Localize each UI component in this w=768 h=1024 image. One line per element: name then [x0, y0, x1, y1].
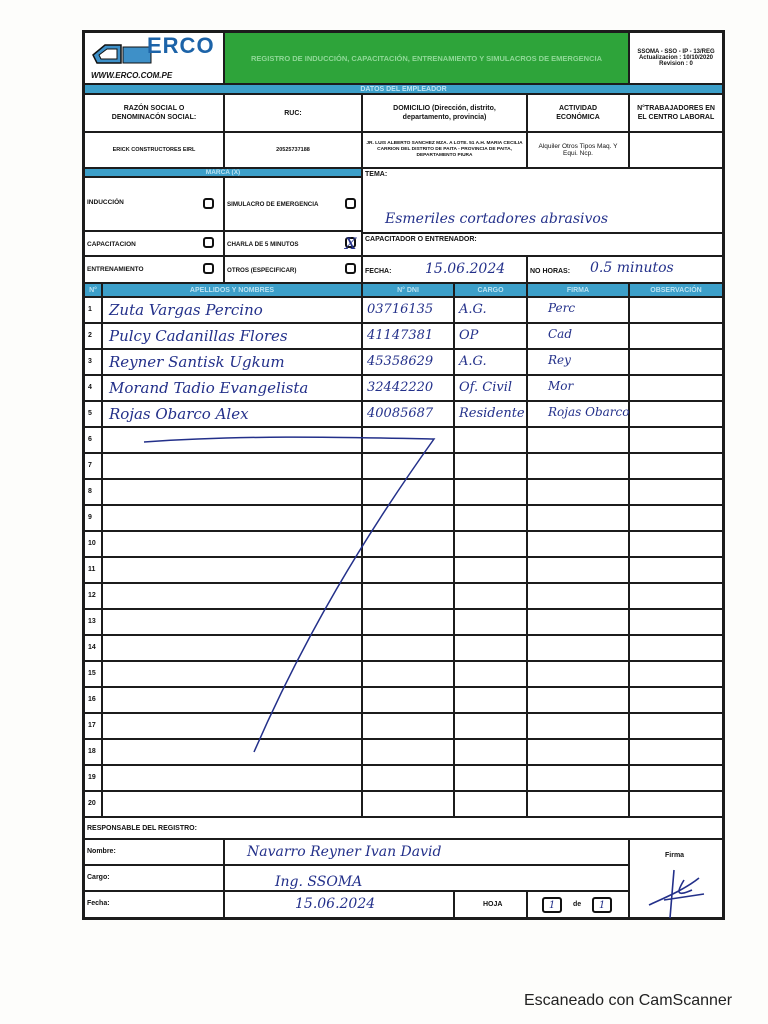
resp-nombre-value: Navarro Reyner Ivan David	[247, 844, 442, 860]
col-header-n: N°	[84, 283, 102, 297]
label-trabajadores: N°TRABAJADORES EN EL CENTRO LABORAL	[629, 94, 723, 132]
row-number: 20	[88, 800, 96, 807]
employer-section-title: DATOS DEL EMPLEADOR	[84, 84, 723, 94]
value-razon: ERICK CONSTRUCTORES EIRL	[84, 132, 224, 168]
row-number: 4	[88, 384, 92, 391]
row-name-cell	[102, 791, 362, 817]
marca-cell-otros	[224, 256, 362, 283]
row-number-cell	[84, 765, 102, 791]
fecha-value: 15.06.2024	[425, 261, 506, 277]
col-header-cargo: CARGO	[454, 283, 527, 297]
row-observation-cell	[629, 687, 723, 713]
row-signature-cell	[527, 479, 629, 505]
row-cargo-cell	[454, 427, 527, 453]
row-cargo-cell	[454, 323, 527, 349]
row-number-cell	[84, 687, 102, 713]
row-signature-cell	[527, 557, 629, 583]
row-number: 3	[88, 358, 92, 365]
row-name: Morand Tadio Evangelista	[109, 379, 309, 397]
row-number-cell	[84, 453, 102, 479]
resp-nombre-label-cell	[84, 839, 224, 865]
row-name-cell	[102, 323, 362, 349]
row-number: 15	[88, 670, 96, 677]
row-signature-cell	[527, 583, 629, 609]
label-razon: RAZÓN SOCIAL O DENOMINACÓN SOCIAL:	[84, 94, 224, 132]
row-observation-cell	[629, 557, 723, 583]
row-cargo-cell	[454, 505, 527, 531]
row-name-cell	[102, 349, 362, 375]
row-number: 19	[88, 774, 96, 781]
table-row	[84, 323, 723, 349]
row-cargo-cell	[454, 453, 527, 479]
hoja-total-box	[592, 897, 612, 913]
row-number: 6	[88, 436, 92, 443]
row-cargo-cell	[454, 739, 527, 765]
resp-nombre-label: Nombre:	[87, 848, 116, 855]
row-number: 7	[88, 462, 92, 469]
row-number-cell	[84, 531, 102, 557]
row-dni: 45358629	[367, 354, 434, 369]
row-signature-cell	[527, 765, 629, 791]
row-cargo-cell	[454, 401, 527, 427]
row-name-cell	[102, 401, 362, 427]
row-observation-cell	[629, 401, 723, 427]
row-signature-cell	[527, 739, 629, 765]
resp-fecha-label: Fecha:	[87, 900, 110, 907]
row-observation-cell	[629, 375, 723, 401]
row-name-cell	[102, 297, 362, 323]
resp-firma-cell	[629, 839, 723, 918]
hoja-label: HOJA	[483, 901, 503, 908]
row-observation-cell	[629, 609, 723, 635]
resp-nombre-value-cell	[224, 839, 629, 865]
row-signature-cell	[527, 505, 629, 531]
row-dni: 40085687	[367, 406, 434, 421]
marca-cell-entrenamiento	[84, 256, 224, 283]
row-dni-cell	[362, 349, 454, 375]
logo-website: WWW.ERCO.COM.PE	[91, 71, 173, 80]
capacitador-label: CAPACITADOR O ENTRENADOR:	[365, 236, 477, 243]
tema-label: TEMA:	[365, 171, 388, 178]
resp-cargo-label: Cargo:	[87, 874, 110, 881]
row-signature: Rojas Obarco	[548, 405, 630, 419]
row-observation-cell	[629, 453, 723, 479]
row-number-cell	[84, 557, 102, 583]
row-dni-cell	[362, 297, 454, 323]
hoja-label-cell	[454, 891, 527, 918]
row-cargo-cell	[454, 479, 527, 505]
fecha-cell	[362, 256, 527, 283]
row-cargo-cell	[454, 635, 527, 661]
row-observation-cell	[629, 323, 723, 349]
marca-cell-induccion	[84, 177, 224, 231]
row-signature-cell	[527, 401, 629, 427]
row-number-cell	[84, 791, 102, 817]
row-number-cell	[84, 427, 102, 453]
row-number-cell	[84, 505, 102, 531]
row-name-cell	[102, 765, 362, 791]
row-observation-cell	[629, 479, 723, 505]
row-number: 16	[88, 696, 96, 703]
row-number-cell	[84, 635, 102, 661]
fecha-label: FECHA:	[365, 268, 392, 275]
row-dni-cell	[362, 401, 454, 427]
row-signature: Rey	[548, 353, 571, 367]
row-cargo: OP	[459, 328, 479, 343]
horas-cell	[527, 256, 723, 283]
row-observation-cell	[629, 349, 723, 375]
resp-fecha-value-cell	[224, 891, 454, 918]
col-header-dni: N° DNI	[362, 283, 454, 297]
row-cargo-cell	[454, 791, 527, 817]
checkbox-capacitacion[interactable]	[203, 237, 214, 248]
row-name: Rojas Obarco Alex	[109, 405, 249, 423]
row-observation-cell	[629, 661, 723, 687]
value-domicilio: JR. LUIS ALBERTO SANCHEZ MZA. A LOTE. 51 A.H. MARIA CECILIA CARRION DEL DISTRITO DE PAITA - PROVINCIA DE PAITA, DEPARTAMENTO PIURA	[362, 132, 527, 168]
row-observation-cell	[629, 531, 723, 557]
row-observation-cell	[629, 427, 723, 453]
row-number: 18	[88, 748, 96, 755]
hoja-value-cell	[527, 891, 629, 918]
row-cargo: A.G.	[459, 302, 487, 317]
row-number: 5	[88, 410, 92, 417]
row-number-cell	[84, 583, 102, 609]
responsable-title-cell	[84, 817, 723, 839]
form-revision: Revision : 0	[659, 61, 693, 67]
col-header-observacion: OBSERVACIÓN	[629, 283, 723, 297]
row-number: 12	[88, 592, 96, 599]
label-otros: OTROS (ESPECIFICAR)	[227, 267, 297, 274]
label-charla: CHARLA DE 5 MINUTOS	[227, 241, 299, 248]
row-number: 17	[88, 722, 96, 729]
row-cargo-cell	[454, 765, 527, 791]
resp-fecha-value: 15.06.2024	[295, 896, 376, 912]
row-cargo-cell	[454, 661, 527, 687]
row-cargo: A.G.	[459, 354, 487, 369]
row-dni-cell	[362, 791, 454, 817]
marca-cell-charla	[224, 231, 362, 256]
label-capacitacion: CAPACITACION	[87, 241, 136, 248]
row-number: 10	[88, 540, 96, 547]
table-row	[84, 765, 723, 791]
resp-cargo-label-cell	[84, 865, 224, 891]
row-cargo-cell	[454, 375, 527, 401]
horas-label: NO HORAS:	[530, 268, 571, 275]
tema-cell	[362, 168, 723, 233]
row-signature-cell	[527, 609, 629, 635]
value-ruc: 20525737188	[224, 132, 362, 168]
logo-box	[84, 32, 224, 84]
row-observation-cell	[629, 739, 723, 765]
label-ruc: RUC:	[224, 94, 362, 132]
row-number: 2	[88, 332, 92, 339]
row-observation-cell	[629, 297, 723, 323]
tema-value: Esmeriles cortadores abrasivos	[385, 211, 609, 227]
row-observation-cell	[629, 505, 723, 531]
row-cargo: Of. Civil	[459, 380, 513, 395]
responsable-title: RESPONSABLE DEL REGISTRO:	[87, 825, 197, 832]
row-signature-cell	[527, 791, 629, 817]
hoja-value-box	[542, 897, 562, 913]
row-name: Zuta Vargas Percino	[109, 301, 263, 319]
row-dni-cell	[362, 765, 454, 791]
row-signature-cell	[527, 687, 629, 713]
row-observation-cell	[629, 791, 723, 817]
table-row	[84, 791, 723, 817]
resp-cargo-value: Ing. SSOMA	[275, 874, 363, 890]
row-cargo-cell	[454, 609, 527, 635]
table-row	[84, 401, 723, 427]
row-signature: Perc	[548, 301, 576, 315]
row-cargo-cell	[454, 531, 527, 557]
row-signature-cell	[527, 635, 629, 661]
marca-section-title: MARCA (X)	[84, 168, 362, 177]
row-number-cell	[84, 349, 102, 375]
row-signature-cell	[527, 297, 629, 323]
checkbox-simulacro[interactable]	[345, 198, 356, 209]
form-sheet	[82, 30, 725, 920]
row-observation-cell	[629, 635, 723, 661]
table-row	[84, 297, 723, 323]
row-number-cell	[84, 323, 102, 349]
value-actividad: Alquiler Otros Tipos Maq. Y Equi. Ncp.	[527, 132, 629, 168]
hoja-total: 1	[598, 899, 606, 911]
row-name: Reyner Santisk Ugkum	[109, 353, 285, 371]
row-number: 9	[88, 514, 92, 521]
row-number: 1	[88, 306, 92, 313]
col-header-name: APELLIDOS Y NOMBRES	[102, 283, 362, 297]
row-signature-cell	[527, 661, 629, 687]
col-header-firma: FIRMA	[527, 283, 629, 297]
row-dni-cell	[362, 375, 454, 401]
row-signature-cell	[527, 713, 629, 739]
row-number-cell	[84, 297, 102, 323]
row-signature-cell	[527, 323, 629, 349]
row-cargo-cell	[454, 713, 527, 739]
row-signature-cell	[527, 375, 629, 401]
form-code-box	[629, 32, 723, 84]
camscanner-watermark: Escaneado con CamScanner	[524, 992, 733, 1009]
label-induccion: INDUCCIÓN	[87, 199, 124, 206]
row-dni: 32442220	[367, 380, 434, 395]
value-trabajadores	[629, 132, 723, 168]
row-dni: 03716135	[367, 302, 434, 317]
row-number: 11	[88, 566, 96, 573]
strikeout-line-icon	[134, 427, 454, 757]
resp-firma-label: Firma	[665, 852, 685, 859]
row-number-cell	[84, 739, 102, 765]
row-cargo-cell	[454, 349, 527, 375]
row-number-cell	[84, 661, 102, 687]
row-number-cell	[84, 713, 102, 739]
responsable-signature-icon	[644, 860, 714, 920]
row-cargo-cell	[454, 557, 527, 583]
table-row	[84, 349, 723, 375]
erco-logo-icon	[91, 37, 153, 67]
label-domicilio: DOMICILIO (Dirección, distrito, departamento, provincia)	[362, 94, 527, 132]
row-number: 8	[88, 488, 92, 495]
label-actividad: ACTIVIDAD ECONÓMICA	[527, 94, 629, 132]
row-name-cell	[102, 375, 362, 401]
logo-text: ERCO	[147, 33, 215, 58]
row-number-cell	[84, 609, 102, 635]
row-number-cell	[84, 479, 102, 505]
row-number-cell	[84, 375, 102, 401]
row-signature-cell	[527, 531, 629, 557]
label-entrenamiento: ENTRENAMIENTO	[87, 266, 144, 273]
row-signature-cell	[527, 349, 629, 375]
charla-mark: X	[345, 234, 357, 253]
horas-value: 0.5 minutos	[590, 260, 674, 276]
row-signature: Mor	[548, 379, 574, 393]
form-code: SSOMA - SSO - IP - 13/REG	[637, 49, 715, 55]
resp-cargo-value-cell	[224, 865, 629, 891]
checkbox-otros[interactable]	[345, 263, 356, 274]
hoja-value: 1	[548, 899, 556, 911]
row-cargo: Residente	[459, 406, 525, 421]
row-number: 13	[88, 618, 96, 625]
resp-fecha-label-cell	[84, 891, 224, 918]
checkbox-induccion[interactable]	[203, 198, 214, 209]
form-updated: Actualizacion : 10/10/2020	[638, 55, 714, 61]
row-dni: 41147381	[367, 328, 434, 343]
row-number-cell	[84, 401, 102, 427]
checkbox-entrenamiento[interactable]	[203, 263, 214, 274]
row-cargo-cell	[454, 687, 527, 713]
row-name: Pulcy Cadanillas Flores	[109, 327, 288, 345]
row-signature: Cad	[548, 327, 573, 341]
row-signature-cell	[527, 453, 629, 479]
marca-cell-capacitacion	[84, 231, 224, 256]
form-title: REGISTRO DE INDUCCIÓN, CAPACITACIÓN, ENTRENAMIENTO Y SIMULACROS DE EMERGENCIA	[224, 32, 629, 84]
row-observation-cell	[629, 713, 723, 739]
row-number: 14	[88, 644, 96, 651]
row-cargo-cell	[454, 297, 527, 323]
table-row	[84, 375, 723, 401]
label-simulacro: SIMULACRO DE EMERGENCIA	[227, 201, 319, 208]
row-observation-cell	[629, 583, 723, 609]
row-dni-cell	[362, 323, 454, 349]
row-cargo-cell	[454, 583, 527, 609]
row-observation-cell	[629, 765, 723, 791]
marca-cell-simulacro	[224, 177, 362, 231]
row-signature-cell	[527, 427, 629, 453]
capacitador-cell	[362, 233, 723, 256]
hoja-de-label: de	[573, 901, 582, 908]
